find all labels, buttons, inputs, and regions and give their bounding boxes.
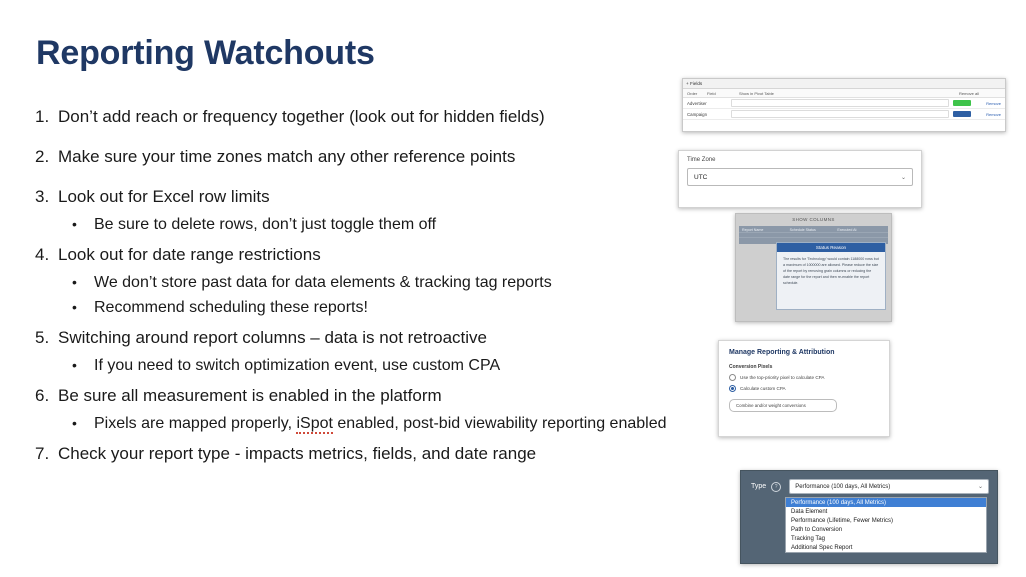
menu-item-performance-100-days[interactable]: Performance (100 days, All Metrics) [786, 498, 986, 507]
list-item [30, 326, 710, 350]
list-item-text: Be sure all measurement is enabled in the platform [58, 386, 442, 405]
list-subitem [72, 354, 710, 377]
attribution-title: Manage Reporting & Attribution [729, 349, 835, 356]
menu-item-performance-lifetime[interactable]: Performance (Lifetime, Fewer Metrics) [791, 517, 894, 524]
list-item-number: 1. [35, 107, 50, 126]
pivot-toggle-off[interactable] [953, 111, 971, 117]
table-row [683, 98, 1005, 109]
list-item [30, 105, 710, 129]
bullet-glyph: • [72, 274, 77, 290]
header-schedule-status: Schedule Status [789, 228, 816, 232]
radio-label: Use the top-priority pixel to calculate CPA [740, 375, 825, 380]
field-name: Campaign [687, 111, 708, 117]
menu-item-path-to-conversion[interactable]: Path to Conversion [791, 526, 843, 533]
screenshot-time-zone [678, 150, 922, 208]
list-item-text: Don’t add reach or frequency together (look out for hidden fields) [58, 107, 545, 126]
pivot-toggle-on[interactable] [953, 100, 971, 106]
status-reason-title: Status Reason [777, 243, 885, 252]
radio-option-custom-cpa[interactable] [719, 381, 889, 392]
radio-icon-selected [729, 385, 736, 392]
header-executed-at: Executed At [837, 228, 857, 232]
menu-item-additional-spec-report[interactable]: Additional Spec Report [791, 544, 853, 551]
help-icon[interactable]: ? [771, 482, 781, 492]
report-type-label: Type [751, 483, 767, 490]
radio-label: Calculate custom CPA [740, 386, 786, 391]
list-item-number: 5. [35, 328, 50, 347]
chevron-down-icon: ⌄ [977, 484, 983, 490]
list-subitem [72, 271, 710, 294]
menu-item-data-element[interactable]: Data Element [791, 508, 828, 515]
list-subitem-text: Recommend scheduling these reports! [94, 299, 368, 316]
field-name: Advertiser [687, 100, 707, 106]
time-zone-label: Time Zone [687, 157, 716, 163]
list-item-number: 7. [35, 444, 50, 463]
list-item-text: Check your report type - impacts metrics, fields, and date range [58, 444, 537, 463]
screenshot-report-type [740, 470, 998, 564]
screenshot-attribution [718, 340, 890, 437]
conversion-pixels-label: Conversion Pixels [729, 364, 773, 370]
list-item-number: 4. [35, 245, 50, 264]
misspelled-word: iSpot [296, 415, 333, 432]
list-item [30, 442, 710, 466]
fields-panel-header: + Fields [683, 79, 1005, 89]
list-subitem [72, 412, 710, 435]
list-subitem [72, 213, 710, 236]
bullet-glyph: • [72, 415, 77, 431]
list-item [30, 145, 710, 169]
subitem-text-after: enabled, post-bid viewability reporting enabled [332, 415, 667, 432]
status-reason-body: The results for 'Technology' would contain 1188000 rows but a maximum of 1000000 are allowed. Please reduce the size of the report by removing grain columns or reducing the date range for the report and then re-enable the report schedule. [783, 257, 879, 285]
list-item [30, 185, 710, 209]
header-report-name: Report Name [742, 228, 764, 232]
show-columns-title: SHOW COLUMNS [792, 217, 835, 222]
bullet-glyph: • [72, 357, 77, 373]
list-item [30, 243, 710, 267]
list-subitem-text: We don’t store past data for data elements & tracking tag reports [94, 274, 552, 291]
time-zone-value: UTC [694, 173, 708, 181]
fields-column-pivot: Show in Pivot Table [739, 90, 774, 96]
bullet-glyph: • [72, 216, 77, 232]
fields-panel-columns [683, 89, 1005, 98]
list-item [30, 384, 710, 408]
subitem-text-before: Pixels are mapped properly, [94, 415, 297, 432]
report-type-menu [785, 497, 987, 553]
radio-icon [729, 374, 736, 381]
menu-item-tracking-tag[interactable]: Tracking Tag [791, 535, 826, 542]
list-subitem-text-mixed [94, 412, 666, 435]
bullet-glyph: • [72, 299, 77, 315]
table-row [683, 109, 1005, 120]
field-input[interactable] [731, 110, 949, 118]
list-subitem [72, 296, 710, 319]
list-item-number: 6. [35, 386, 50, 405]
field-input[interactable] [731, 99, 949, 107]
fields-column-order: Order [687, 90, 698, 96]
watchouts-list [30, 105, 710, 470]
report-type-select[interactable] [789, 479, 989, 494]
chevron-down-icon: ⌄ [900, 174, 906, 181]
list-item-text: Make sure your time zones match any other reference points [58, 147, 516, 166]
screenshot-fields-panel [682, 78, 1006, 132]
remove-link[interactable]: Remove [986, 100, 1001, 106]
list-item-text: Look out for date range restrictions [58, 245, 321, 264]
fields-column-field: Field [707, 90, 716, 96]
schedule-table-headers [739, 226, 888, 232]
remove-link[interactable]: Remove [986, 111, 1001, 117]
screenshot-show-columns [735, 213, 892, 322]
list-subitem-text: If you need to switch optimization event, use custom CPA [94, 357, 501, 374]
list-item-text: Look out for Excel row limits [58, 187, 270, 206]
page-title: Reporting Watchouts [36, 34, 375, 72]
fields-column-remove-all[interactable]: Remove all [959, 90, 980, 96]
status-reason-popup [776, 242, 886, 310]
list-item-number: 3. [35, 187, 50, 206]
report-type-row [741, 471, 997, 494]
list-item-number: 2. [35, 147, 50, 166]
conversion-weighting-dropdown[interactable]: Combine and/or weight conversions [729, 399, 837, 412]
radio-option-top-priority[interactable] [719, 370, 889, 381]
list-subitem-text: Be sure to delete rows, don’t just toggle them off [94, 216, 437, 233]
time-zone-select[interactable] [687, 168, 913, 186]
report-type-value: Performance (100 days, All Metrics) [795, 483, 891, 490]
list-item-text: Switching around report columns – data is not retroactive [58, 328, 488, 347]
